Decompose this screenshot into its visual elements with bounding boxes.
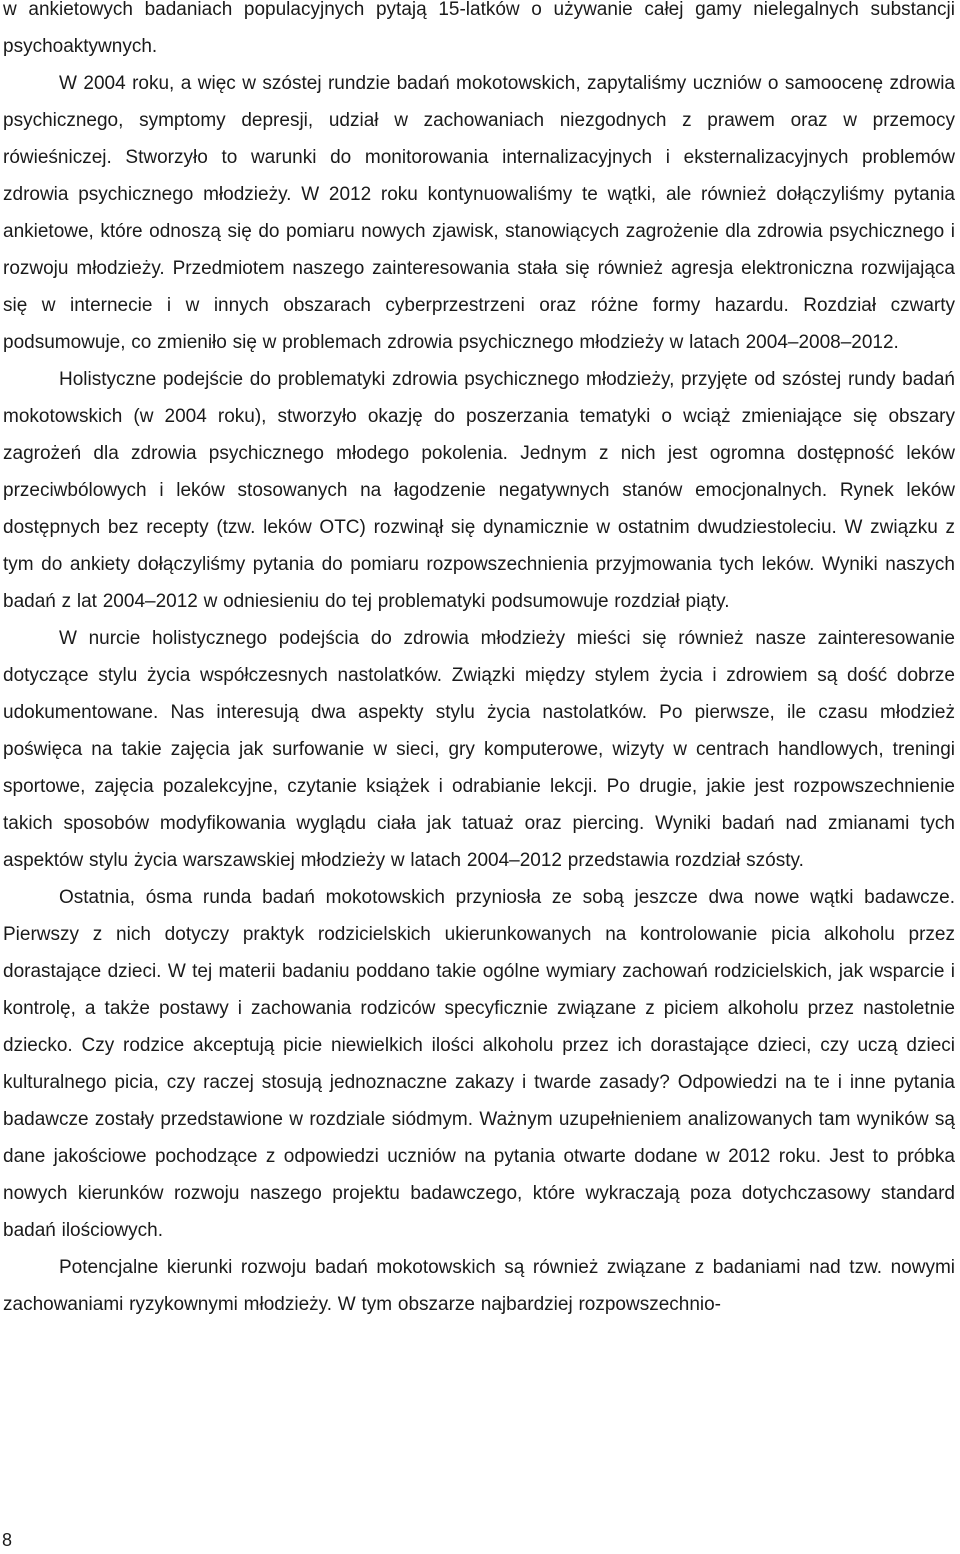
paragraph: Potencjalne kierunki rozwoju badań mokotowskich są również związane z badaniami nad tzw. nowymi zachowaniami ryzykownymi młodzieży. W tym obszarze najbardziej rozpowszechnio- — [3, 1257, 955, 1315]
paragraph: Ostatnia, ósma runda badań mokotowskich przyniosła ze sobą jeszcze dwa nowe wątki badawcze. Pierwszy z nich dotyczy praktyk rodzicielskich ukierunkowanych na kontrolowanie picia alkoholu przez dorastające dzieci. W tej materii badaniu poddano takie ogólne wymiary zachowań rodzicielskich, jak wsparcie i kontrolę, a także postawy i zachowania rodziców specyficznie związane z piciem alkoholu przez nastoletnie dziecko. Czy rodzice akceptują picie niewielkich ilości alkoholu przez ich dorastające dzieci, czy uczą dzieci kulturalnego picia, czy raczej stosują jednoznaczne zakazy i twarde zasady? Odpowiedzi na te i inne pytania badawcze zostały przedstawione w rozdziale siódmym. Ważnym uzupełnieniem analizowanych tam wyników są dane jakościowe pochodzące z odpowiedzi uczniów na pytania otwarte dodane w 2012 roku. Jest to próbka nowych kierunków rozwoju naszego projektu badawczego, które wykraczają poza dotychczasowy standard badań ilościowych. — [3, 887, 955, 1241]
page-number: 8 — [2, 1530, 13, 1550]
paragraph-continuation: w ankietowych badaniach populacyjnych pytają 15-latków o używanie całej gamy nielegalnych substancji psychoaktywnych. — [3, 0, 955, 57]
paragraph: Holistyczne podejście do problematyki zdrowia psychicznego młodzieży, przyjęte od szóstej rundy badań mokotowskich (w 2004 roku), stworzyło okazję do poszerzania tematyki o wciąż zmieniające się obszary zagrożeń dla zdrowia psychicznego młodego pokolenia. Jednym z nich jest ogromna dostępność leków przeciwbólowych i leków stosowanych na łagodzenie negatywnych stanów emocjonalnych. Rynek leków dostępnych bez recepty (tzw. leków OTC) rozwinął się dynamicznie w ostatnim dwudziestoleciu. W związku z tym do ankiety dołączyliśmy pytania do pomiaru rozpowszechnienia przyjmowania tych leków. Wyniki naszych badań z lat 2004–2012 w odniesieniu do tej problematyki podsumowuje rozdział piąty. — [3, 369, 955, 612]
paragraph: W 2004 roku, a więc w szóstej rundzie badań mokotowskich, zapytaliśmy uczniów o samoocenę zdrowia psychicznego, symptomy depresji, udział w zachowaniach niezgodnych z prawem oraz w przemocy rówieśniczej. Stworzyło to warunki do monitorowania internalizacyjnych i eksternalizacyjnych problemów zdrowia psychicznego młodzieży. W 2012 roku kontynuowaliśmy te wątki, ale również dołączyliśmy pytania ankietowe, które odnoszą się do pomiaru nowych zjawisk, stanowiących zagrożenie dla zdrowia psychicznego i rozwoju młodzieży. Przedmiotem naszego zainteresowania stała się również agresja elektroniczna rozwijająca się w internecie i w innych obszarach cyberprzestrzeni oraz różne formy hazardu. Rozdział czwarty podsumowuje, co zmieniło się w problemach zdrowia psychicznego młodzieży w latach 2004–2008–2012. — [3, 73, 955, 353]
paragraph: W nurcie holistycznego podejścia do zdrowia młodzieży mieści się również nasze zainteresowanie dotyczące stylu życia współczesnych nastolatków. Związki między stylem życia i zdrowiem są dość dobrze udokumentowane. Nas interesują dwa aspekty stylu życia nastolatków. Po pierwsze, ile czasu młodzież poświęca na takie zajęcia jak surfowanie w sieci, gry komputerowe, wizyty w centrach handlowych, treningi sportowe, zajęcia pozalekcyjne, czytanie książek i odrabianie lekcji. Po drugie, jakie jest rozpowszechnienie takich sposobów modyfikowania wyglądu ciała jak tatuaż oraz piercing. Wyniki badań nad zmianami tych aspektów stylu życia warszawskiej młodzieży w latach 2004–2012 przedstawia rozdział szósty. — [3, 628, 955, 871]
